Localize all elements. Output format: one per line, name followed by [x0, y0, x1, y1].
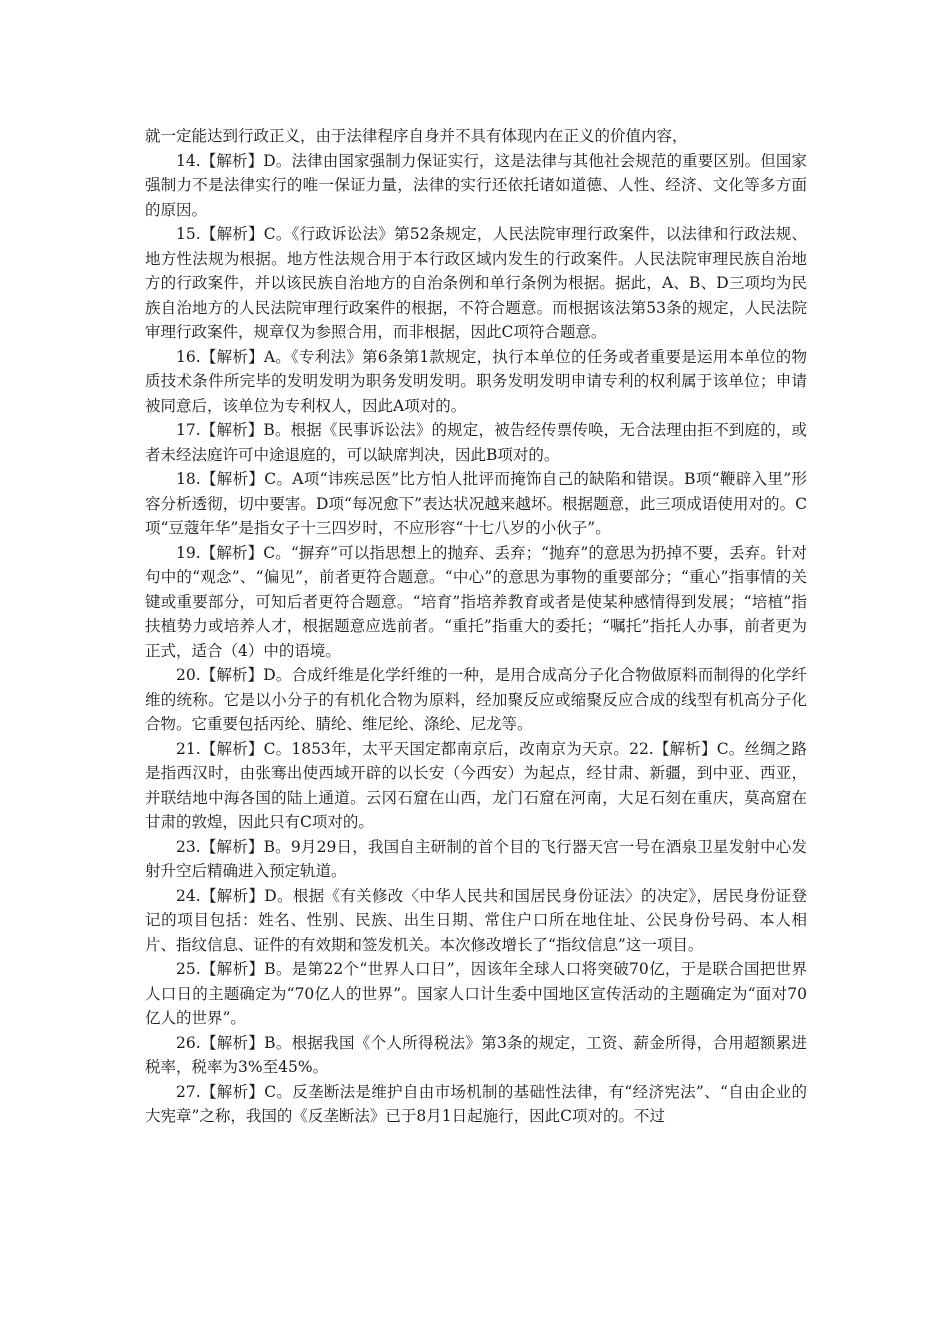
answer-paragraph-16: 16.【解析】A。《专利法》第6条第1款规定，执行本单位的任务或者重要是运用本单位的物质技术条件所完毕的发明发明为职务发明发明。职务发明发明申请专利的权利属于该单位；申请被同意后，该单位为专利权人，因此A项对的。	[145, 347, 807, 415]
answer-paragraph-17: 17.【解析】B。根据《民事诉讼法》的规定，被告经传票传唤，无合法理由拒不到庭的，或者未经法庭许可中途退庭的，可以缺席判决，因此B项对的。	[145, 421, 807, 464]
answer-paragraph-20: 20.【解析】D。合成纤维是化学纤维的一种，是用合成高分子化合物做原料而制得的化学纤维的统称。它是以小分子的有机化合物为原料，经加聚反应或缩聚反应合成的线型有机高分子化合物。它重要包括丙纶、腈纶、维尼纶、涤纶、尼龙等。	[145, 666, 807, 733]
answer-paragraph-14: 14.【解析】D。法律由国家强制力保证实行，这是法律与其他社会规范的重要区别。但国家强制力不是法律实行的唯一保证力量，法律的实行还依托诸如道德、人性、经济、文化等多方面的原因。	[145, 151, 807, 219]
answer-paragraph-25: 25.【解析】B。是第22个“世界人口日”，因该年全球人口将突破70亿，于是联合国把世界人口日的主题确定为“70亿人的世界”。国家人口计生委中国地区宣传活动的主题确定为“面对70亿人的世界”。	[145, 960, 807, 1027]
paragraph-continuation: 就一定能达到行政正义，由于法律程序自身并不具有体现内在正义的价值内容，	[145, 127, 688, 145]
answer-paragraph-19: 19.【解析】C。“摒弃”可以指思想上的抛弃、丢弃；“抛弃”的意思为扔掉不要，丢弃。针对句中的“观念”、“偏见”，前者更符合题意。“中心”的意思为事物的重要部分；“重心”指事情的关键或重要部分，可知后者更符合题意。“培育”指培养教育或者是使某种感情得到发展；“培植”指扶植势力或培养人才，根据题意应选前者。“重托”指重大的委托；“嘱托”指托人办事，前者更为正式，适合（4）中的语境。	[145, 543, 807, 660]
answer-paragraph-18: 18.【解析】C。A项“讳疾忌医”比方怕人批评而掩饰自己的缺陷和错误。B项“鞭辟入里”形容分析透彻，切中要害。D项“每况愈下”表达状况越来越坏。根据题意，此三项成语使用对的。C项“豆蔻年华”是指女子十三四岁时，不应形容“十七八岁的小伙子”。	[145, 470, 807, 537]
answer-paragraph-21-22: 21.【解析】C。1853年，太平天国定都南京后，改南京为天京。22.【解析】C。丝绸之路是指西汉时，由张骞出使西域开辟的以长安（今西安）为起点，经甘肃、新疆，到中亚、西亚，并联结地中海各国的陆上通道。云冈石窟在山西，龙门石窟在河南，大足石刻在重庆，莫高窟在甘肃的敦煌，因此只有C项对的。	[145, 739, 807, 831]
answer-paragraph-24: 24.【解析】D。根据《有关修改〈中华人民共和国居民身份证法〉的决定》，居民身份证登记的项目包括：姓名、性别、民族、出生日期、常住户口所在地住址、公民身份号码、本人相片、指纹信息、证件的有效期和签发机关。本次修改增长了“指纹信息”这一项目。	[145, 886, 807, 954]
answer-paragraph-27: 27.【解析】C。反垄断法是维护自由市场机制的基础性法律，有“经济宪法”、“自由企业的大宪章”之称，我国的《反垄断法》已于8月1日起施行，因此C项对的。不过	[145, 1082, 807, 1125]
answer-paragraph-26: 26.【解析】B。根据我国《个人所得税法》第3条的规定，工资、薪金所得，合用超额累进税率，税率为3%至45%。	[145, 1033, 807, 1076]
answer-paragraph-23: 23.【解析】B。9月29日，我国自主研制的首个目的飞行器天宫一号在酒泉卫星发射中心发射升空后精确进入预定轨道。	[145, 837, 807, 880]
document-body	[145, 124, 807, 1129]
answer-paragraph-15: 15.【解析】C。《行政诉讼法》第52条规定，人民法院审理行政案件，以法律和行政法规、地方性法规为根据。地方性法规合用于本行政区域内发生的行政案件。人民法院审理民族自治地方的行政案件，并以该民族自治地方的自治条例和单行条例为根据。据此，A、B、D三项均为民族自治地方的人民法院审理行政案件的根据，不符合题意。而根据该法第53条的规定，人民法院审理行政案件，规章仅为参照合用，而非根据，因此C项符合题意。	[145, 225, 807, 341]
